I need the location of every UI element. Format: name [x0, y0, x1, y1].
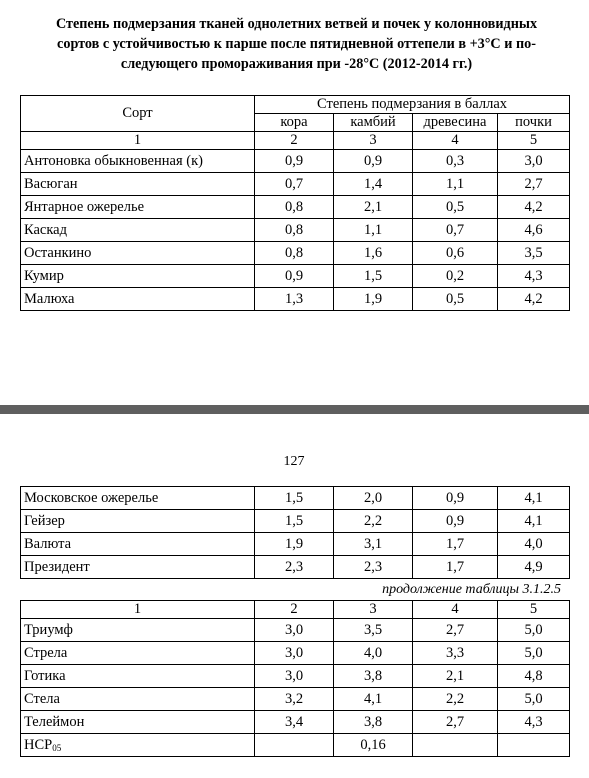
- score-cell: 0,9: [413, 510, 498, 533]
- score-cell: 0,8: [255, 196, 334, 219]
- score-cell: 2,7: [413, 619, 498, 642]
- score-cell: 1,5: [334, 265, 413, 288]
- nsr-value: 0,16: [334, 734, 413, 757]
- page-number: 127: [283, 454, 305, 469]
- nsr-row: [21, 734, 570, 757]
- frost-damage-table: [20, 95, 570, 311]
- column-number: 5: [498, 132, 570, 150]
- variety-name: Антоновка обыкновенная (к): [21, 150, 255, 173]
- table-body: [21, 150, 570, 311]
- variety-name: Кумир: [21, 265, 255, 288]
- table-row: [21, 642, 570, 665]
- column-number: 1: [21, 132, 255, 150]
- score-cell: 0,7: [413, 219, 498, 242]
- nsr-label-text: НСР: [24, 736, 53, 753]
- variety-name: Президент: [21, 556, 255, 579]
- score-cell: 3,5: [498, 242, 570, 265]
- score-cell: 4,1: [498, 510, 570, 533]
- score-cell: 4,3: [498, 265, 570, 288]
- score-cell: 2,3: [255, 556, 334, 579]
- score-cell: 4,2: [498, 288, 570, 311]
- table-row: [21, 619, 570, 642]
- header-wood: древесина: [413, 114, 498, 132]
- header-bark: кора: [255, 114, 334, 132]
- column-number: 4: [413, 132, 498, 150]
- header-buds: почки: [498, 114, 570, 132]
- table-row: [21, 487, 570, 510]
- table-cell: [255, 734, 334, 757]
- score-cell: 3,4: [255, 711, 334, 734]
- table-row: [21, 150, 570, 173]
- column-number: 3: [334, 601, 413, 619]
- variety-name: Малюха: [21, 288, 255, 311]
- table-row: [21, 665, 570, 688]
- table-row: [21, 688, 570, 711]
- score-cell: 3,0: [255, 619, 334, 642]
- column-number: 4: [413, 601, 498, 619]
- variety-name: Васюган: [21, 173, 255, 196]
- table-row: [21, 196, 570, 219]
- variety-name: Останкино: [21, 242, 255, 265]
- table-row: [21, 173, 570, 196]
- score-cell: 1,9: [334, 288, 413, 311]
- score-cell: 2,1: [334, 196, 413, 219]
- score-cell: 2,2: [334, 510, 413, 533]
- table-row: [21, 219, 570, 242]
- header-degree: Степень подмерзания в баллах: [255, 96, 570, 114]
- score-cell: 4,8: [498, 665, 570, 688]
- column-number: 5: [498, 601, 570, 619]
- variety-name: Гейзер: [21, 510, 255, 533]
- score-cell: 4,3: [498, 711, 570, 734]
- title-line: сортов с устойчивостью к парше после пятидневной оттепели в +3°С и по-: [57, 36, 536, 52]
- score-cell: 1,5: [255, 510, 334, 533]
- frost-damage-table-continuation: [20, 600, 570, 757]
- score-cell: 1,1: [413, 173, 498, 196]
- score-cell: 3,0: [498, 150, 570, 173]
- score-cell: 4,6: [498, 219, 570, 242]
- score-cell: 1,7: [413, 556, 498, 579]
- variety-name: Телеймон: [21, 711, 255, 734]
- score-cell: 4,9: [498, 556, 570, 579]
- score-cell: 2,0: [334, 487, 413, 510]
- table-row: [21, 533, 570, 556]
- score-cell: 4,1: [334, 688, 413, 711]
- table-cell: [413, 734, 498, 757]
- score-cell: 0,9: [413, 487, 498, 510]
- table-row: [21, 711, 570, 734]
- score-cell: 3,8: [334, 665, 413, 688]
- table-row: [21, 556, 570, 579]
- page-break: [0, 405, 589, 414]
- score-cell: 3,8: [334, 711, 413, 734]
- frost-damage-table-continued: [20, 486, 570, 579]
- score-cell: 4,0: [498, 533, 570, 556]
- score-cell: 4,2: [498, 196, 570, 219]
- score-cell: 0,3: [413, 150, 498, 173]
- score-cell: 3,2: [255, 688, 334, 711]
- column-number-row: [21, 601, 570, 619]
- column-number: 3: [334, 132, 413, 150]
- score-cell: 2,7: [413, 711, 498, 734]
- score-cell: 0,6: [413, 242, 498, 265]
- score-cell: 4,0: [334, 642, 413, 665]
- score-cell: 5,0: [498, 688, 570, 711]
- score-cell: 0,2: [413, 265, 498, 288]
- table-continuation-note: продолжение таблицы 3.1.2.5: [382, 582, 561, 597]
- score-cell: 1,1: [334, 219, 413, 242]
- score-cell: 1,3: [255, 288, 334, 311]
- score-cell: 1,4: [334, 173, 413, 196]
- score-cell: 3,3: [413, 642, 498, 665]
- variety-name: Готика: [21, 665, 255, 688]
- score-cell: 2,2: [413, 688, 498, 711]
- column-number: 1: [21, 601, 255, 619]
- table-title: [24, 14, 569, 74]
- score-cell: 0,5: [413, 196, 498, 219]
- table-row: [21, 288, 570, 311]
- column-number-row: [21, 132, 570, 150]
- score-cell: 3,0: [255, 642, 334, 665]
- table-body: [21, 487, 570, 579]
- score-cell: 2,1: [413, 665, 498, 688]
- score-cell: 3,1: [334, 533, 413, 556]
- score-cell: 0,9: [255, 150, 334, 173]
- table-row: [21, 242, 570, 265]
- title-line: следующего промораживания при -28°С (2012-2014 гг.): [120, 56, 473, 72]
- table-cell: [498, 734, 570, 757]
- variety-name: Московское ожерелье: [21, 487, 255, 510]
- variety-name: Стела: [21, 688, 255, 711]
- score-cell: 0,8: [255, 219, 334, 242]
- nsr-subscript: 05: [52, 742, 62, 753]
- variety-name: Каскад: [21, 219, 255, 242]
- score-cell: 1,6: [334, 242, 413, 265]
- score-cell: 2,3: [334, 556, 413, 579]
- table-row: [21, 510, 570, 533]
- header-cambium: камбий: [334, 114, 413, 132]
- table-body: [21, 619, 570, 734]
- header-sort: Сорт: [21, 96, 255, 132]
- variety-name: Янтарное ожерелье: [21, 196, 255, 219]
- score-cell: 0,9: [255, 265, 334, 288]
- variety-name: Валюта: [21, 533, 255, 556]
- score-cell: 0,5: [413, 288, 498, 311]
- score-cell: 3,5: [334, 619, 413, 642]
- score-cell: 3,0: [255, 665, 334, 688]
- score-cell: 1,7: [413, 533, 498, 556]
- column-number: 2: [255, 132, 334, 150]
- score-cell: 0,7: [255, 173, 334, 196]
- header-row: [21, 96, 570, 114]
- score-cell: 1,9: [255, 533, 334, 556]
- score-cell: 5,0: [498, 619, 570, 642]
- score-cell: 2,7: [498, 173, 570, 196]
- score-cell: 0,9: [334, 150, 413, 173]
- column-number: 2: [255, 601, 334, 619]
- variety-name: Триумф: [21, 619, 255, 642]
- nsr-label: [21, 734, 255, 757]
- score-cell: 5,0: [498, 642, 570, 665]
- variety-name: Стрела: [21, 642, 255, 665]
- score-cell: 1,5: [255, 487, 334, 510]
- table-row: [21, 265, 570, 288]
- score-cell: 0,8: [255, 242, 334, 265]
- score-cell: 4,1: [498, 487, 570, 510]
- title-line: Степень подмерзания тканей однолетних ветвей и почек у колонновидных: [55, 16, 538, 32]
